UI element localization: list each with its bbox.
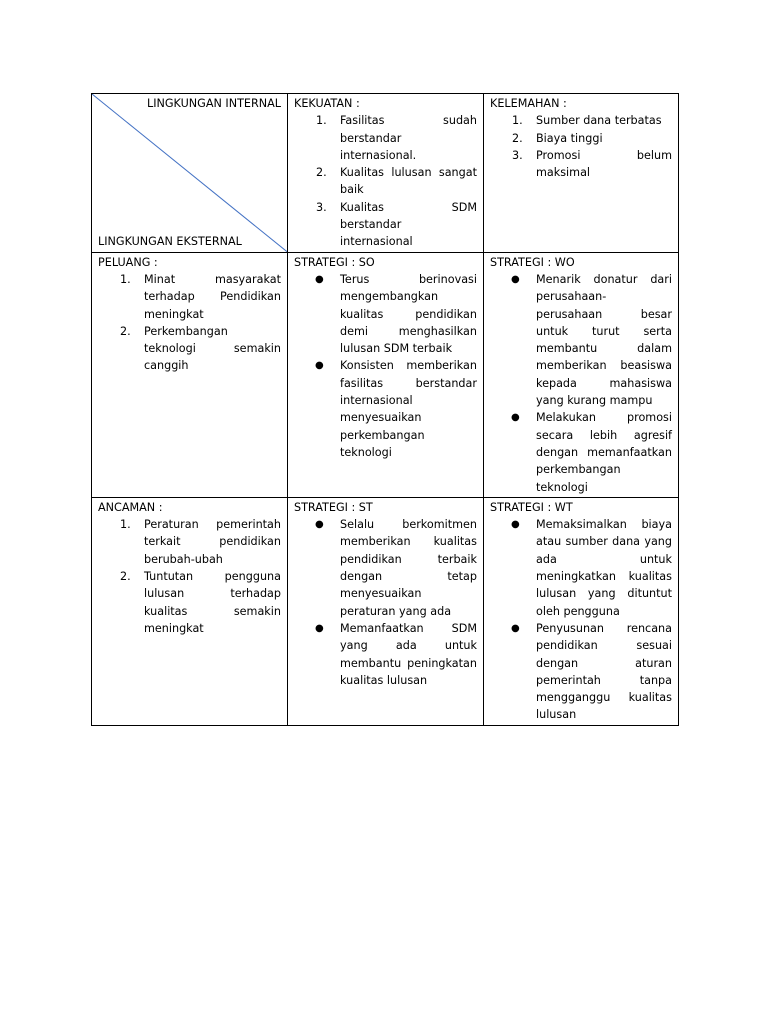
list-number: 2. <box>120 324 131 338</box>
kelemahan-list <box>490 112 672 181</box>
kekuatan-title: KEKUATAN : <box>294 97 360 110</box>
list-number: 2. <box>316 166 327 180</box>
bullet-icon: ● <box>511 412 520 424</box>
list-number: 2. <box>512 131 523 145</box>
list-number: 1. <box>120 272 131 286</box>
bullet-icon: ● <box>315 519 324 531</box>
peluang-title: PELUANG : <box>98 255 158 269</box>
list-item: ● Melakukan promosi secara lebih agresif dengan memanfaatkan perkembangan teknologi <box>511 411 672 494</box>
ancaman-title: ANCAMAN : <box>98 500 163 514</box>
swot-matrix-table <box>91 93 679 726</box>
list-number: 3. <box>316 200 327 214</box>
list-item: 2. Kualitas lulusan sangat baik <box>316 166 477 197</box>
strategi-wo-cell <box>484 252 679 497</box>
list-item: ● Terus berinovasi mengembangkan kualitas pendidikan demi menghasilkan lulusan SDM terbaik <box>315 272 477 356</box>
list-item: ● Memanfaatkan SDM yang ada untuk membantu peningkatan kualitas lulusan <box>315 621 477 687</box>
ancaman-row <box>92 497 679 725</box>
list-number: 2. <box>120 570 131 584</box>
strategi-wt-title: STRATEGI : WT <box>490 500 573 514</box>
strategi-wt-cell <box>484 497 679 725</box>
strategi-st-title: STRATEGI : ST <box>294 500 373 514</box>
strategi-so-cell <box>288 252 484 497</box>
kelemahan-cell <box>484 94 679 253</box>
list-number: 1. <box>316 114 327 128</box>
ancaman-cell <box>92 497 288 725</box>
list-number: 3. <box>512 148 523 162</box>
strategi-so-title: STRATEGI : SO <box>294 255 375 269</box>
list-item: 1. Sumber dana terbatas <box>490 112 672 129</box>
list-item: 1. Minat masyarakat terhadap Pendidikan meningkat <box>120 272 281 321</box>
strategi-so-list <box>294 271 477 461</box>
list-item: 2. Biaya tinggi <box>490 130 672 147</box>
ancaman-list <box>98 516 281 637</box>
strategi-wt-list <box>490 516 672 724</box>
external-environment-label: LINGKUNGAN EKSTERNAL <box>98 235 242 249</box>
peluang-row <box>92 252 679 497</box>
diagonal-divider-line <box>92 94 287 252</box>
kekuatan-cell <box>288 94 484 253</box>
corner-cell <box>92 94 288 253</box>
bullet-icon: ● <box>315 360 324 372</box>
list-item: 2. Perkembangan teknologi semakin canggih <box>120 324 281 373</box>
internal-environment-label: LINGKUNGAN INTERNAL <box>146 97 281 110</box>
header-row <box>92 94 679 253</box>
bullet-icon: ● <box>315 622 324 634</box>
list-item: 3. Promosi belum maksimal <box>512 148 672 180</box>
bullet-icon: ● <box>511 273 520 285</box>
list-item: ● Menarik donatur dari perusahaan-perusahaan besar untuk turut serta membantu dalam memberikan beasiswa kepada mahasiswa yang kurang mampu <box>511 272 672 408</box>
list-number: 1. <box>120 518 131 532</box>
list-item: 1. Peraturan pemerintah terkait pendidikan berubah-ubah <box>120 518 281 566</box>
strategi-st-list <box>294 516 477 689</box>
list-item: ● Memaksimalkan biaya atau sumber dana yang ada untuk meningkatkan kualitas lulusan yang dituntut oleh pengguna <box>511 518 672 618</box>
bullet-icon: ● <box>511 622 520 634</box>
list-item: 2. Tuntutan pengguna lulusan terhadap kualitas semakin meningkat <box>120 570 281 635</box>
strategi-st-cell <box>288 497 484 725</box>
list-item: ● Selalu berkomitmen memberikan kualitas pendidikan terbaik dengan tetap menyesuaikan peraturan yang ada <box>315 518 477 618</box>
list-item: 3. Kualitas SDM berstandar internasional <box>316 200 477 249</box>
bullet-icon: ● <box>315 273 324 285</box>
strategi-wo-title: STRATEGI : WO <box>490 255 575 269</box>
peluang-list <box>98 271 281 375</box>
list-item: ● Konsisten memberikan fasilitas berstandar internasional menyesuaikan perkembangan teknologi <box>315 359 477 459</box>
kelemahan-title: KELEMAHAN : <box>490 97 567 110</box>
strategi-wo-list <box>490 271 672 496</box>
kekuatan-list <box>294 112 477 250</box>
peluang-cell <box>92 252 288 497</box>
list-item: ● Penyusunan rencana pendidikan sesuai dengan aturan pemerintah tanpa mengganggu kualitas lulusan <box>511 621 672 722</box>
list-number: 1. <box>512 114 523 128</box>
list-item: 1. Fasilitas sudah berstandar internasional. <box>316 114 477 162</box>
bullet-icon: ● <box>511 519 520 531</box>
